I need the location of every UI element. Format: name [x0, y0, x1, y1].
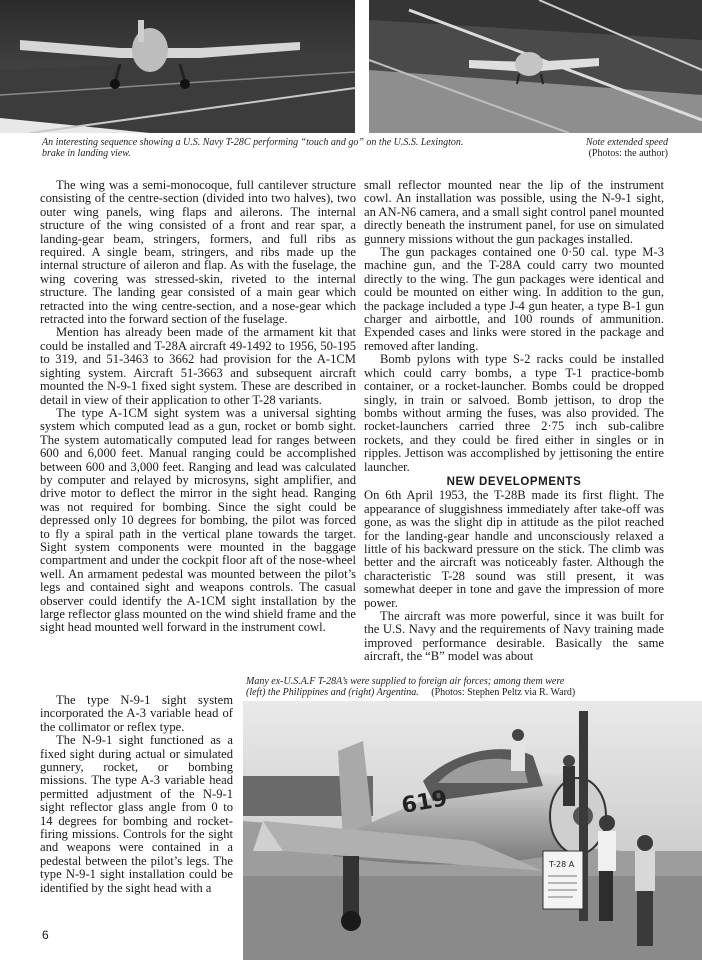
paragraph: Mention has already been made of the armament kit that could be installed and T-28A aircraft 49-1492 to 1956, 50-195 to 319, and 51-3463 to 3662 had provision for the A-1CM sighting system. Aircraft 51-3663 and subsequent aircraft mounted the N-9-1 fixed sight system. These are described in detail in view of their application to other T-28 variants. [40, 325, 356, 407]
photo-t28c-touch-and-go-left [0, 0, 355, 133]
paragraph: The aircraft was more powerful, since it was built for the U.S. Navy and the requirements of Navy training made improved performance desirable. Basically the same aircraft, the “B” model was about [364, 609, 664, 664]
top-caption-line2: brake in landing view. [42, 148, 131, 159]
mid-caption-line1: Many ex-U.S.A.F T-28A’s were supplied to foreign air forces; among them were [246, 676, 565, 687]
paragraph: The N-9-1 sight functioned as a fixed sight during actual or simulated gunnery, rocket, or bombing missions. The type A-3 variable head permitted adjustment of the N-9-1 sight reflector glass angle from 0 to 14 degrees for bombing and rocket-firing missions. Controls for the sight and weapons were contained in a pedestal between the pilot’s legs. The type N-9-1 sight installation could be identified by the sight head with a [40, 733, 233, 895]
paragraph: Bomb pylons with type S-2 racks could be installed which could carry bombs, a type T-1 practice-bomb container, or a rocket-launcher. Bombs could be dropped singly, in train or salvoed. Bomb jettison, to drop the bombs without arming the fuses, was also provided. The rocket-launchers carried three 2·75 inch sub-calibre rockets, and they could be fired either in singles or in ripples. Jettison was accomplished by jettisoning the entire launcher. [364, 352, 664, 474]
paragraph: small reflector mounted near the lip of the instrument cowl. An installation was possible, using the N-9-1 sight, an AN-N6 camera, and a small sight control panel mounted directly beneath the instrument panel, for use on simulated gunnery missions without the gun packages installed. [364, 178, 664, 246]
top-caption-credit: (Photos: the author) [588, 148, 668, 159]
top-caption-text: An interesting sequence showing a U.S. Navy T-28C performing “touch and go” on the U.S.S. Lexington. [42, 137, 464, 148]
tail-number: 619 [399, 786, 450, 819]
article-left-column [40, 179, 356, 635]
photo-ex-usaf-t28a-display [243, 701, 702, 960]
top-photo-caption [42, 137, 668, 159]
bottom-photo-caption [246, 676, 666, 698]
mid-caption-line2 [246, 687, 666, 698]
paragraph: The type N-9-1 sight system incorporated the A-3 variable head of the collimator or reflex type. [40, 693, 233, 734]
paragraph: The wing was a semi-monocoque, full cantilever structure consisting of the centre-section (divided into two halves), two outer wing panels, wing flaps and ailerons. The internal structure of the wing consisted of a front and rear spar, a landing-gear beam, stringers, formers, and full ribs as required. A single beam, stringers, and ribs made up the internal structure of aileron and flap. As with the fuselage, the wing covering was stressed-skin, riveted to the internal structure. The landing gear consisted of a main gear which retracted into the wing centre-section, and a nose-gear which retracted into the forward section of the fuselage. [40, 178, 356, 327]
paragraph: The gun packages contained one 0·50 cal. type M-3 machine gun, and the T-28A could carry two mounted directly to the wing. The gun packages were identical and could be mounted on either wing. In addition to the gun, the package included a type J-4 gun heater, a type B-1 gun charger and airbottle, and 100 rounds of ammunition. Expended cases and links were stored in the package and removed after landing. [364, 245, 664, 353]
article-left-narrow-column [40, 694, 233, 895]
paragraph: The type A-1CM sight system was a universal sighting system which computed lead as a gun, rocket or bomb sight. The system automatically computed lead for ranges between 600 and 6,000 feet. Manual ranging could be accomplished between 600 and 3,000 feet. Ranging and lead was calculated by computer and relayed by microsyns, sight amplifier, and drive motor to deflect the mirror in the sight head. Ranging was not required for bombing. Since the sight could be depressed only 10 degrees for bombing, the pilot was forced to fly a spiral path in the vertical plane towards the target. Sight system components were mounted in the baggage compartment and under the cockpit floor aft of the nose-wheel well. An armament pedestal was mounted between the pilot’s legs and contained sight and weapons controls. The casual observer could identify the A-1CM sight installation by the large reflector glass mounted on the wind shield frame and the sight head mounted well forward in the instrument cowl. [40, 405, 356, 635]
page-number: 6 [42, 928, 49, 942]
mid-caption-countries: (left) the Philippines and (right) Argentina. [246, 687, 419, 698]
photo-t28c-touch-and-go-right [369, 0, 702, 133]
section-heading: NEW DEVELOPMENTS [446, 475, 582, 488]
mid-caption-credit: (Photos: Stephen Peltz via R. Ward) [431, 687, 576, 698]
top-caption-note: Note extended speed [585, 137, 668, 148]
article-right-column [364, 179, 664, 664]
display-sign-text: T-28 A [549, 860, 575, 869]
paragraph: On 6th April 1953, the T-28B made its first flight. The appearance of sluggishness immediately after take-off was gone, as was the slight dip in attitude as the pilot reached for the landing-gear handle and unconsciously relaxed a little of his backward pressure on the stick. The climb was better and the aircraft was noticeably faster. Although the characteristic T-28 sound was still present, it was somewhat deeper in tone and gave the impression of more power. [364, 488, 664, 610]
